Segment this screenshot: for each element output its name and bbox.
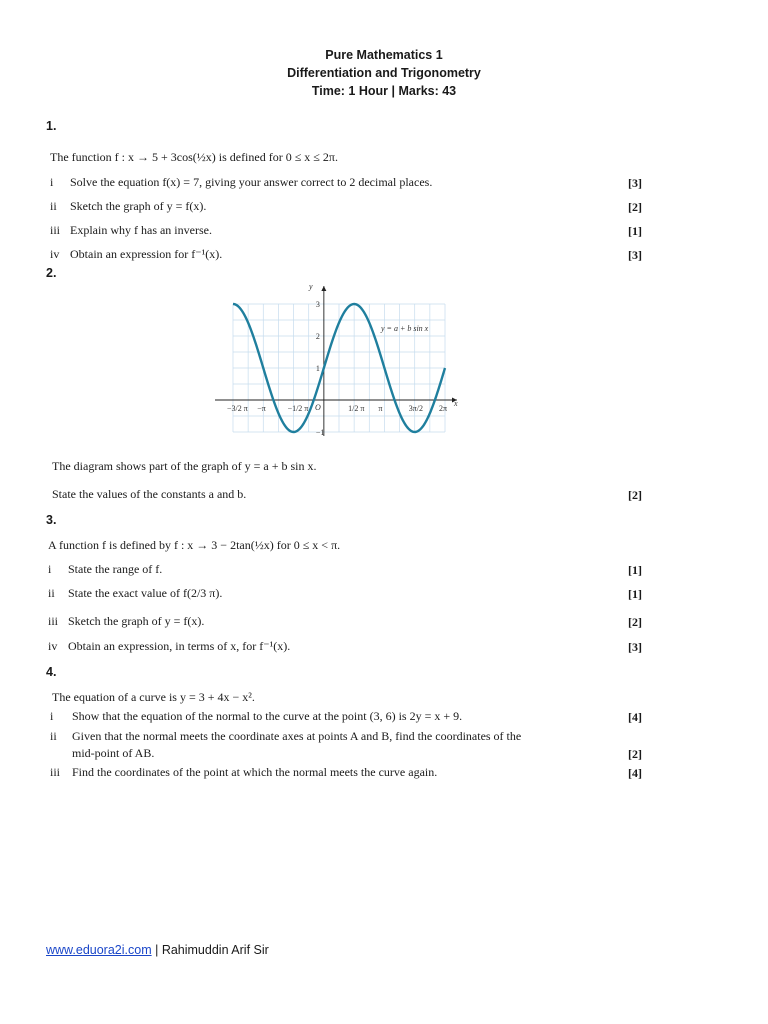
x-tick-label: −1/2 π xyxy=(287,404,309,413)
q3-part-iv-label: iv xyxy=(48,639,58,653)
question-3-intro: A function f is defined by f : x → 3 − 2tan(½x) for 0 ≤ x < π. xyxy=(48,538,341,552)
page-footer xyxy=(46,943,269,957)
q1-part-ii-text: Sketch the graph of y = f(x). xyxy=(70,199,207,213)
q4-part-ii-marks: [2] xyxy=(628,747,642,761)
sine-graph-svg xyxy=(205,282,465,440)
question-3-number: 3. xyxy=(46,513,57,527)
q4-part-ii-text-continued: mid-point of AB. xyxy=(72,746,155,760)
q3-part-iv-text: Obtain an expression, in terms of x, for f⁻¹(x). xyxy=(68,639,291,653)
q4-part-i-text: Show that the equation of the normal to the curve at the point (3, 6) is 2y = x + 9. xyxy=(72,709,463,723)
footer-link[interactable]: www.eduora2i.com xyxy=(46,943,152,957)
y-axis-arrow xyxy=(321,286,326,291)
exam-meta: Time: 1 Hour | Marks: 43 xyxy=(311,84,457,98)
question-4-intro: The equation of a curve is y = 3 + 4x − x². xyxy=(52,690,255,704)
q4-part-iii-marks: [4] xyxy=(628,766,642,780)
q3-part-iv-marks: [3] xyxy=(628,640,642,654)
q1-part-iv-marks: [3] xyxy=(628,248,642,262)
q4-part-iii-text: Find the coordinates of the point at which the normal meets the curve again. xyxy=(72,765,438,779)
x-tick-label: −π xyxy=(257,404,266,413)
y-tick-label: 1 xyxy=(315,364,320,373)
q4-part-iii-label: iii xyxy=(50,765,61,779)
q1-part-ii-label: ii xyxy=(50,199,57,213)
q2-marks: [2] xyxy=(628,488,642,502)
q1-part-iv-text: Obtain an expression for f⁻¹(x). xyxy=(70,247,223,261)
graph-x-axis-label: x xyxy=(454,399,458,408)
graph-y-axis-label: y xyxy=(309,282,313,291)
x-tick-label: −3/2 π xyxy=(226,404,248,413)
q1-part-iii-marks: [1] xyxy=(628,224,642,238)
q4-part-ii-text: Given that the normal meets the coordinate axes at points A and B, find the coordinates of the xyxy=(72,729,522,743)
q3-part-iii-marks: [2] xyxy=(628,615,642,629)
graph-axes xyxy=(215,286,457,436)
x-tick-label: 3π/2 xyxy=(408,404,423,413)
y-tick-label: −1 xyxy=(315,428,325,437)
x-tick-label: 1/2 π xyxy=(348,404,365,413)
q3-part-ii-label: ii xyxy=(48,586,55,600)
q1-part-iii-text: Explain why f has an inverse. xyxy=(70,223,212,237)
question-2-number: 2. xyxy=(46,266,57,280)
sine-graph xyxy=(205,282,465,440)
q1-part-i-marks: [3] xyxy=(628,176,642,190)
footer-author: | Rahimuddin Arif Sir xyxy=(155,943,269,957)
q1-part-ii-marks: [2] xyxy=(628,200,642,214)
graph-ticks xyxy=(227,300,447,437)
page-subtitle: Differentiation and Trigonometry xyxy=(287,66,481,80)
q1-part-i-text: Solve the equation f(x) = 7, giving your answer correct to 2 decimal places. xyxy=(70,175,433,189)
question-1-intro: The function f : x → 5 + 3cos(½x) is defined for 0 ≤ x ≤ 2π. xyxy=(50,150,338,164)
q3-part-iii-label: iii xyxy=(48,614,59,628)
q4-part-i-marks: [4] xyxy=(628,710,642,724)
question-2-line-2: State the values of the constants a and b. xyxy=(52,487,247,501)
q3-part-iii-text: Sketch the graph of y = f(x). xyxy=(68,614,205,628)
q4-part-i-label: i xyxy=(50,709,54,723)
q1-part-iv-label: iv xyxy=(50,247,60,261)
y-tick-label: 3 xyxy=(315,300,320,309)
graph-origin-label: O xyxy=(315,403,321,412)
q3-part-ii-marks: [1] xyxy=(628,587,642,601)
q1-part-i-label: i xyxy=(50,175,54,189)
q1-part-iii-label: iii xyxy=(50,223,61,237)
question-1-number: 1. xyxy=(46,119,57,133)
y-tick-label: 2 xyxy=(315,332,320,341)
q3-part-ii-text: State the exact value of f(2/3 π). xyxy=(68,586,223,600)
graph-curve-label: y = a + b sin x xyxy=(381,324,429,333)
q3-part-i-text: State the range of f. xyxy=(68,562,163,576)
x-tick-label: 2π xyxy=(439,404,448,413)
q3-part-i-label: i xyxy=(48,562,52,576)
q3-part-i-marks: [1] xyxy=(628,563,642,577)
question-2-line-1: The diagram shows part of the graph of y = a + b sin x. xyxy=(52,459,317,473)
x-tick-label: π xyxy=(378,404,383,413)
question-4-number: 4. xyxy=(46,665,57,679)
page-title: Pure Mathematics 1 xyxy=(325,48,443,62)
q4-part-ii-label: ii xyxy=(50,729,57,743)
